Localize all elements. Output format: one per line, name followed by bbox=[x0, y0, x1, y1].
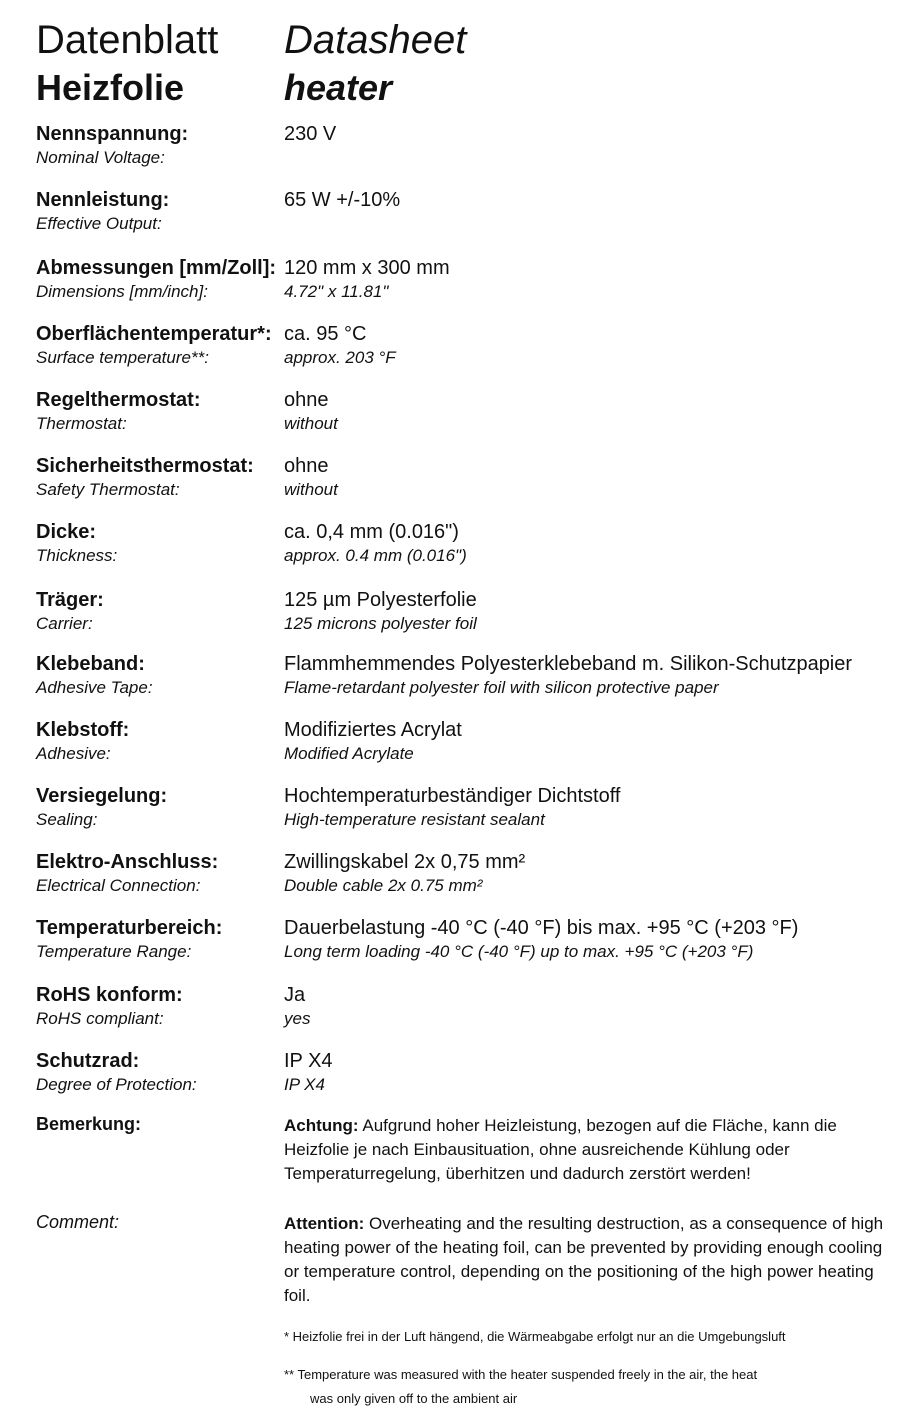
spec-label-de: Nennspannung: bbox=[36, 123, 189, 145]
spec-row bbox=[0, 520, 900, 582]
spec-value-de: 125 µm Polyesterfolie bbox=[284, 589, 477, 611]
spec-value-en: 4.72" x 11.81" bbox=[284, 282, 389, 301]
remark-text-en bbox=[284, 1212, 894, 1308]
spec-value-en: Modified Acrylate bbox=[284, 744, 414, 763]
spec-value-en: approx. 203 °F bbox=[284, 348, 396, 367]
remark-text-de bbox=[284, 1114, 894, 1186]
spec-label bbox=[36, 520, 281, 567]
remark-lead-en: Attention: bbox=[284, 1214, 365, 1233]
spec-label-en: Temperature Range: bbox=[36, 942, 192, 961]
remark-label-en: Comment: bbox=[36, 1212, 120, 1232]
remark-body-de: Aufgrund hoher Heizleistung, bezogen auf die Fläche, kann die Heizfolie je nach Einbausituation, ohne ausreichende Kühlung oder Temperaturregelung, überhitzen und dadurch zerstört werden! bbox=[284, 1116, 837, 1183]
spec-label-en: Electrical Connection: bbox=[36, 876, 201, 895]
spec-label bbox=[36, 983, 281, 1030]
spec-value-en: High-temperature resistant sealant bbox=[284, 810, 545, 829]
remark-body-en: Overheating and the resulting destruction, as a consequence of high heating power of the heating foil, can be prevented by providing enough cooling or temperature control, depending on the positioning of the high power heating foil. bbox=[284, 1214, 884, 1305]
spec-label bbox=[36, 256, 281, 303]
spec-value bbox=[284, 784, 884, 831]
footnote-en-line2: was only given off to the ambient air bbox=[310, 1391, 518, 1406]
spec-label-de: Regelthermostat: bbox=[36, 389, 201, 411]
spec-row bbox=[0, 122, 900, 184]
spec-label-en: RoHS compliant: bbox=[36, 1009, 164, 1028]
spec-label-de: Versiegelung: bbox=[36, 785, 168, 807]
spec-value bbox=[284, 388, 884, 435]
footnote-en-line1: ** Temperature was measured with the heater suspended freely in the air, the heat bbox=[284, 1367, 758, 1382]
spec-value-de: Modifiziertes Acrylat bbox=[284, 719, 462, 741]
spec-value bbox=[284, 983, 884, 1030]
spec-row bbox=[0, 388, 900, 450]
spec-label-en: Dimensions [mm/inch]: bbox=[36, 282, 208, 301]
spec-label bbox=[36, 122, 281, 169]
spec-value-de: ca. 95 °C bbox=[284, 323, 367, 345]
spec-value bbox=[284, 916, 884, 963]
spec-label-de: Sicherheitsthermostat: bbox=[36, 455, 254, 477]
spec-label-en: Adhesive Tape: bbox=[36, 678, 153, 697]
spec-label bbox=[36, 388, 281, 435]
spec-label-en: Surface temperature**: bbox=[36, 348, 209, 367]
spec-label-en: Thickness: bbox=[36, 546, 118, 565]
spec-label bbox=[36, 718, 281, 765]
spec-label-de: Klebstoff: bbox=[36, 719, 130, 741]
spec-row bbox=[0, 850, 900, 912]
spec-value-de: IP X4 bbox=[284, 1050, 333, 1072]
spec-value bbox=[284, 122, 884, 147]
spec-label bbox=[36, 652, 281, 699]
spec-label bbox=[36, 588, 281, 635]
spec-label-de: Träger: bbox=[36, 589, 104, 611]
spec-label bbox=[36, 784, 281, 831]
spec-value bbox=[284, 322, 884, 369]
spec-value-en: Long term loading -40 °C (-40 °F) up to max. +95 °C (+203 °F) bbox=[284, 942, 754, 961]
spec-value-de: ca. 0,4 mm (0.016") bbox=[284, 521, 459, 543]
spec-value-de: Dauerbelastung -40 °C (-40 °F) bis max. +95 °C (+203 °F) bbox=[284, 917, 799, 939]
spec-label-en: Safety Thermostat: bbox=[36, 480, 180, 499]
spec-label-de: Abmessungen [mm/Zoll]: bbox=[36, 257, 277, 279]
spec-label bbox=[36, 322, 281, 369]
spec-label bbox=[36, 850, 281, 897]
spec-label-de: Schutzrad: bbox=[36, 1050, 140, 1072]
spec-value-de: 65 W +/-10% bbox=[284, 189, 401, 211]
spec-value-en: Double cable 2x 0.75 mm² bbox=[284, 876, 483, 895]
datasheet-title-en: Datasheet bbox=[284, 18, 467, 62]
spec-value bbox=[284, 454, 884, 501]
product-title-de: Heizfolie bbox=[36, 67, 185, 108]
spec-row bbox=[0, 652, 900, 714]
spec-label bbox=[36, 454, 281, 501]
spec-value-de: 120 mm x 300 mm bbox=[284, 257, 450, 279]
spec-label bbox=[36, 188, 281, 235]
spec-value bbox=[284, 1049, 884, 1096]
spec-value bbox=[284, 588, 884, 635]
spec-label-en: Carrier: bbox=[36, 614, 93, 633]
spec-value-en: approx. 0.4 mm (0.016") bbox=[284, 546, 467, 565]
spec-value-de: Hochtemperaturbeständiger Dichtstoff bbox=[284, 785, 621, 807]
spec-row bbox=[0, 916, 900, 978]
spec-label-en: Degree of Protection: bbox=[36, 1075, 197, 1094]
spec-row bbox=[0, 588, 900, 650]
spec-label-de: Temperaturbereich: bbox=[36, 917, 223, 939]
footnote-de: * Heizfolie frei in der Luft hängend, die Wärmeabgabe erfolgt nur an die Umgebungsluft bbox=[284, 1329, 786, 1344]
spec-label-de: Dicke: bbox=[36, 521, 97, 543]
spec-label-de: Elektro-Anschluss: bbox=[36, 851, 219, 873]
spec-label bbox=[36, 1049, 281, 1096]
spec-value-de: ohne bbox=[284, 455, 329, 477]
spec-value-en: IP X4 bbox=[284, 1075, 325, 1094]
spec-row bbox=[0, 256, 900, 318]
spec-row bbox=[0, 1049, 900, 1111]
spec-value-de: Zwillingskabel 2x 0,75 mm² bbox=[284, 851, 526, 873]
product-title-en: heater bbox=[284, 67, 393, 108]
spec-value-en: without bbox=[284, 414, 338, 433]
spec-value bbox=[284, 718, 884, 765]
spec-row bbox=[0, 983, 900, 1045]
spec-value-en: without bbox=[284, 480, 338, 499]
remark-label-de: Bemerkung: bbox=[36, 1114, 142, 1134]
spec-value bbox=[284, 652, 884, 699]
spec-label bbox=[36, 916, 281, 963]
spec-label-en: Nominal Voltage: bbox=[36, 148, 165, 167]
remark-lead-de: Achtung: bbox=[284, 1116, 359, 1135]
spec-row bbox=[0, 454, 900, 516]
spec-value bbox=[284, 850, 884, 897]
spec-label-en: Adhesive: bbox=[36, 744, 111, 763]
spec-value-de: 230 V bbox=[284, 123, 337, 145]
spec-label-en: Effective Output: bbox=[36, 214, 162, 233]
spec-label-de: Klebeband: bbox=[36, 653, 145, 675]
spec-value-en: Flame-retardant polyester foil with silicon protective paper bbox=[284, 678, 719, 697]
spec-value-de: ohne bbox=[284, 389, 329, 411]
spec-row bbox=[0, 784, 900, 846]
spec-label-en: Sealing: bbox=[36, 810, 98, 829]
spec-value bbox=[284, 256, 884, 303]
spec-label-en: Thermostat: bbox=[36, 414, 127, 433]
spec-label-de: Oberflächentemperatur*: bbox=[36, 323, 272, 345]
spec-label-de: Nennleistung: bbox=[36, 189, 170, 211]
spec-value bbox=[284, 520, 884, 567]
spec-value-en: yes bbox=[284, 1009, 311, 1028]
spec-value bbox=[284, 188, 884, 213]
spec-row bbox=[0, 718, 900, 780]
spec-value-de: Ja bbox=[284, 984, 306, 1006]
datasheet-title-de: Datenblatt bbox=[36, 18, 219, 62]
spec-row bbox=[0, 322, 900, 384]
spec-row bbox=[0, 188, 900, 250]
spec-value-en: 125 microns polyester foil bbox=[284, 614, 477, 633]
spec-value-de: Flammhemmendes Polyesterklebeband m. Silikon-Schutzpapier bbox=[284, 653, 853, 675]
spec-label-de: RoHS konform: bbox=[36, 984, 183, 1006]
